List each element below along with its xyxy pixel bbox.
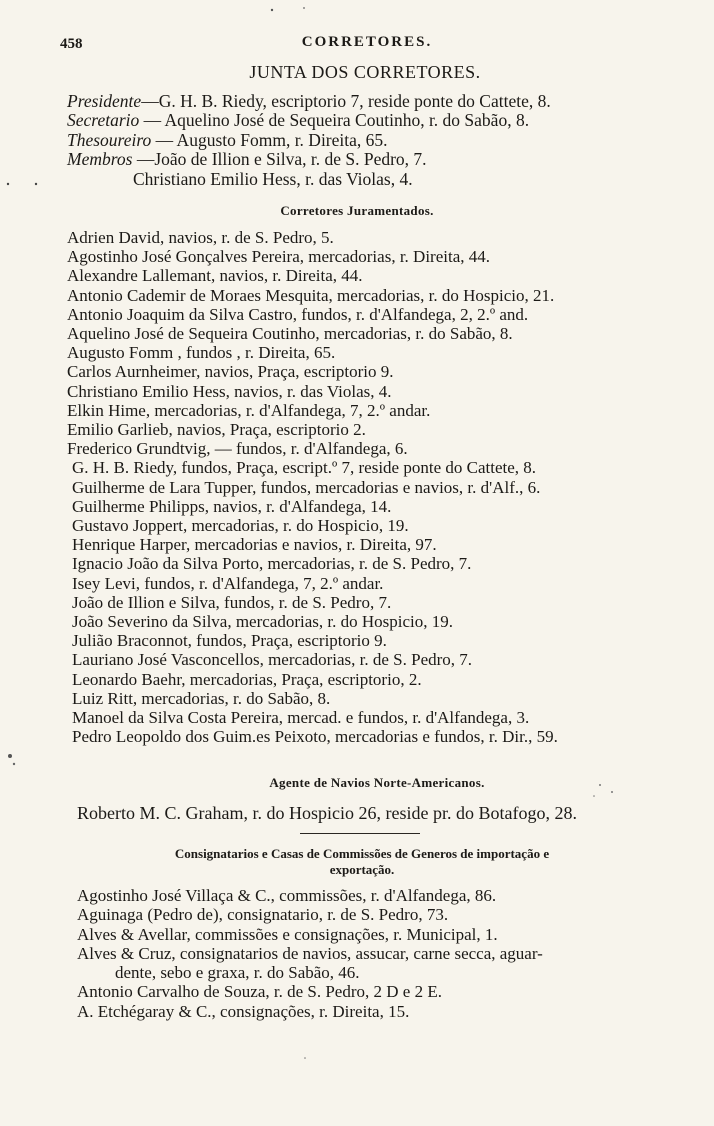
speck <box>303 7 305 9</box>
speck <box>8 754 12 758</box>
list-item: Antonio Joaquim da Silva Castro, fundos, r. d'Alfandega, 2, 2.º and. <box>67 304 529 324</box>
speck <box>13 763 15 765</box>
officer-role: Secretario <box>67 110 140 131</box>
sworn-brokers-heading: Corretores Juramentados. <box>280 203 434 218</box>
speck <box>271 9 273 11</box>
list-item: Emilio Garlieb, navios, Praça, escriptorio 2. <box>67 420 366 440</box>
list-item: Alexandre Lallemant, navios, r. Direita, 44. <box>67 266 363 286</box>
consignees-heading-line: exportação. <box>329 862 395 877</box>
speck <box>593 795 595 797</box>
list-item: Leonardo Baehr, mercadorias, Praça, escriptorio, 2. <box>72 669 422 689</box>
list-item: João de Illion e Silva, fundos, r. de S. Pedro, 7. <box>72 592 392 612</box>
list-item: Alves & Cruz, consignatarios de navios, assucar, carne secca, aguar- <box>77 943 543 963</box>
list-item: Adrien David, navios, r. de S. Pedro, 5. <box>67 228 334 247</box>
list-item: A. Etchégaray & C., consignações, r. Direita, 15. <box>77 1001 410 1021</box>
list-item: Aquelino José de Sequeira Coutinho, mercadorias, r. do Sabão, 8. <box>67 324 513 344</box>
officer-role: Presidente <box>67 91 142 111</box>
list-item: João Severino da Silva, mercadorias, r. do Hospicio, 19. <box>72 612 454 632</box>
list-item: Gustavo Joppert, mercadorias, r. do Hospicio, 19. <box>72 516 409 536</box>
list-item: Frederico Grundtvig, — fundos, r. d'Alfandega, 6. <box>67 439 408 459</box>
officer-text: — Augusto Fomm, r. Direita, 65. <box>155 129 388 150</box>
list-item: Pedro Leopoldo dos Guim.es Peixoto, mercadorias e fundos, r. Dir., 59. <box>72 727 558 747</box>
consignees-heading-line: Consignatarios e Casas de Commissões de Generos de importação e <box>174 846 550 861</box>
list-item: Guilherme Philipps, navios, r. d'Alfandega, 14. <box>72 496 392 516</box>
list-item: Agostinho José Villaça & C., commissões, r. d'Alfandega, 86. <box>77 886 497 905</box>
list-item: Isey Levi, fundos, r. d'Alfandega, 7, 2.º andar. <box>72 573 384 593</box>
agent-heading: Agente de Navios Norte-Americanos. <box>269 775 485 790</box>
speck <box>304 1057 306 1059</box>
list-item: Elkin Hime, mercadorias, r. d'Alfandega, 7, 2.º andar. <box>67 400 431 420</box>
list-item: Guilherme de Lara Tupper, fundos, mercadorias e navios, r. d'Alf., 6. <box>72 477 541 497</box>
list-item: Antonio Carvalho de Souza, r. de S. Pedro, 2 D e 2 E. <box>77 982 442 1002</box>
list-item: G. H. B. Riedy, fundos, Praça, escript.º 7, reside ponte do Cattete, 8. <box>72 458 537 478</box>
list-item-continued: dente, sebo e graxa, r. do Sabão, 46. <box>115 963 360 983</box>
list-item: Augusto Fomm , fundos , r. Direita, 65. <box>67 343 336 363</box>
list-item: Manoel da Silva Costa Pereira, mercad. e fundos, r. d'Alfandega, 3. <box>72 708 530 728</box>
speck <box>7 183 9 185</box>
speck <box>35 183 37 185</box>
list-item: Lauriano José Vasconcellos, mercadorias, r. de S. Pedro, 7. <box>72 650 473 670</box>
speck <box>599 784 601 786</box>
list-item: Henrique Harper, mercadorias e navios, r. Direita, 97. <box>72 535 437 555</box>
list-item: Luiz Ritt, mercadorias, r. do Sabão, 8. <box>72 688 331 708</box>
list-item: Aguinaga (Pedro de), consignatario, r. de S. Pedro, 73. <box>77 905 449 925</box>
list-item: Christiano Emilio Hess, navios, r. das Violas, 4. <box>67 381 392 401</box>
officer-text: —G. H. B. Riedy, escriptorio 7, reside ponte do Cattete, 8. <box>141 91 551 111</box>
list-item: Ignacio João da Silva Porto, mercadorias, r. de S. Pedro, 7. <box>72 554 472 574</box>
officer-role: Thesoureiro <box>67 129 152 150</box>
officer-role: Membros <box>67 149 133 170</box>
officer-text: Christiano Emilio Hess, r. das Violas, 4. <box>133 168 413 189</box>
list-item: Antonio Cademir de Moraes Mesquita, mercadorias, r. do Hospicio, 21. <box>67 285 555 305</box>
list-item: Carlos Aurnheimer, navios, Praça, escriptorio 9. <box>67 362 394 382</box>
running-head: CORRETORES. <box>301 34 433 50</box>
officer-text: — Aquelino José de Sequeira Coutinho, r. do Sabão, 8. <box>143 110 530 131</box>
speck <box>611 791 613 793</box>
list-item: Alves & Avellar, commissões e consignações, r. Municipal, 1. <box>77 924 498 944</box>
list-item: Agostinho José Gonçalves Pereira, mercadorias, r. Direita, 44. <box>67 247 490 267</box>
agent-entry: Roberto M. C. Graham, r. do Hospicio 26, reside pr. do Botafogo, 28. <box>77 803 577 823</box>
officer-text: —João de Illion e Silva, r. de S. Pedro, 7. <box>136 149 427 170</box>
page-number: 458 <box>60 36 83 52</box>
page-title: JUNTA DOS CORRETORES. <box>249 62 481 82</box>
list-item: Julião Braconnot, fundos, Praça, escriptorio 9. <box>72 631 387 651</box>
